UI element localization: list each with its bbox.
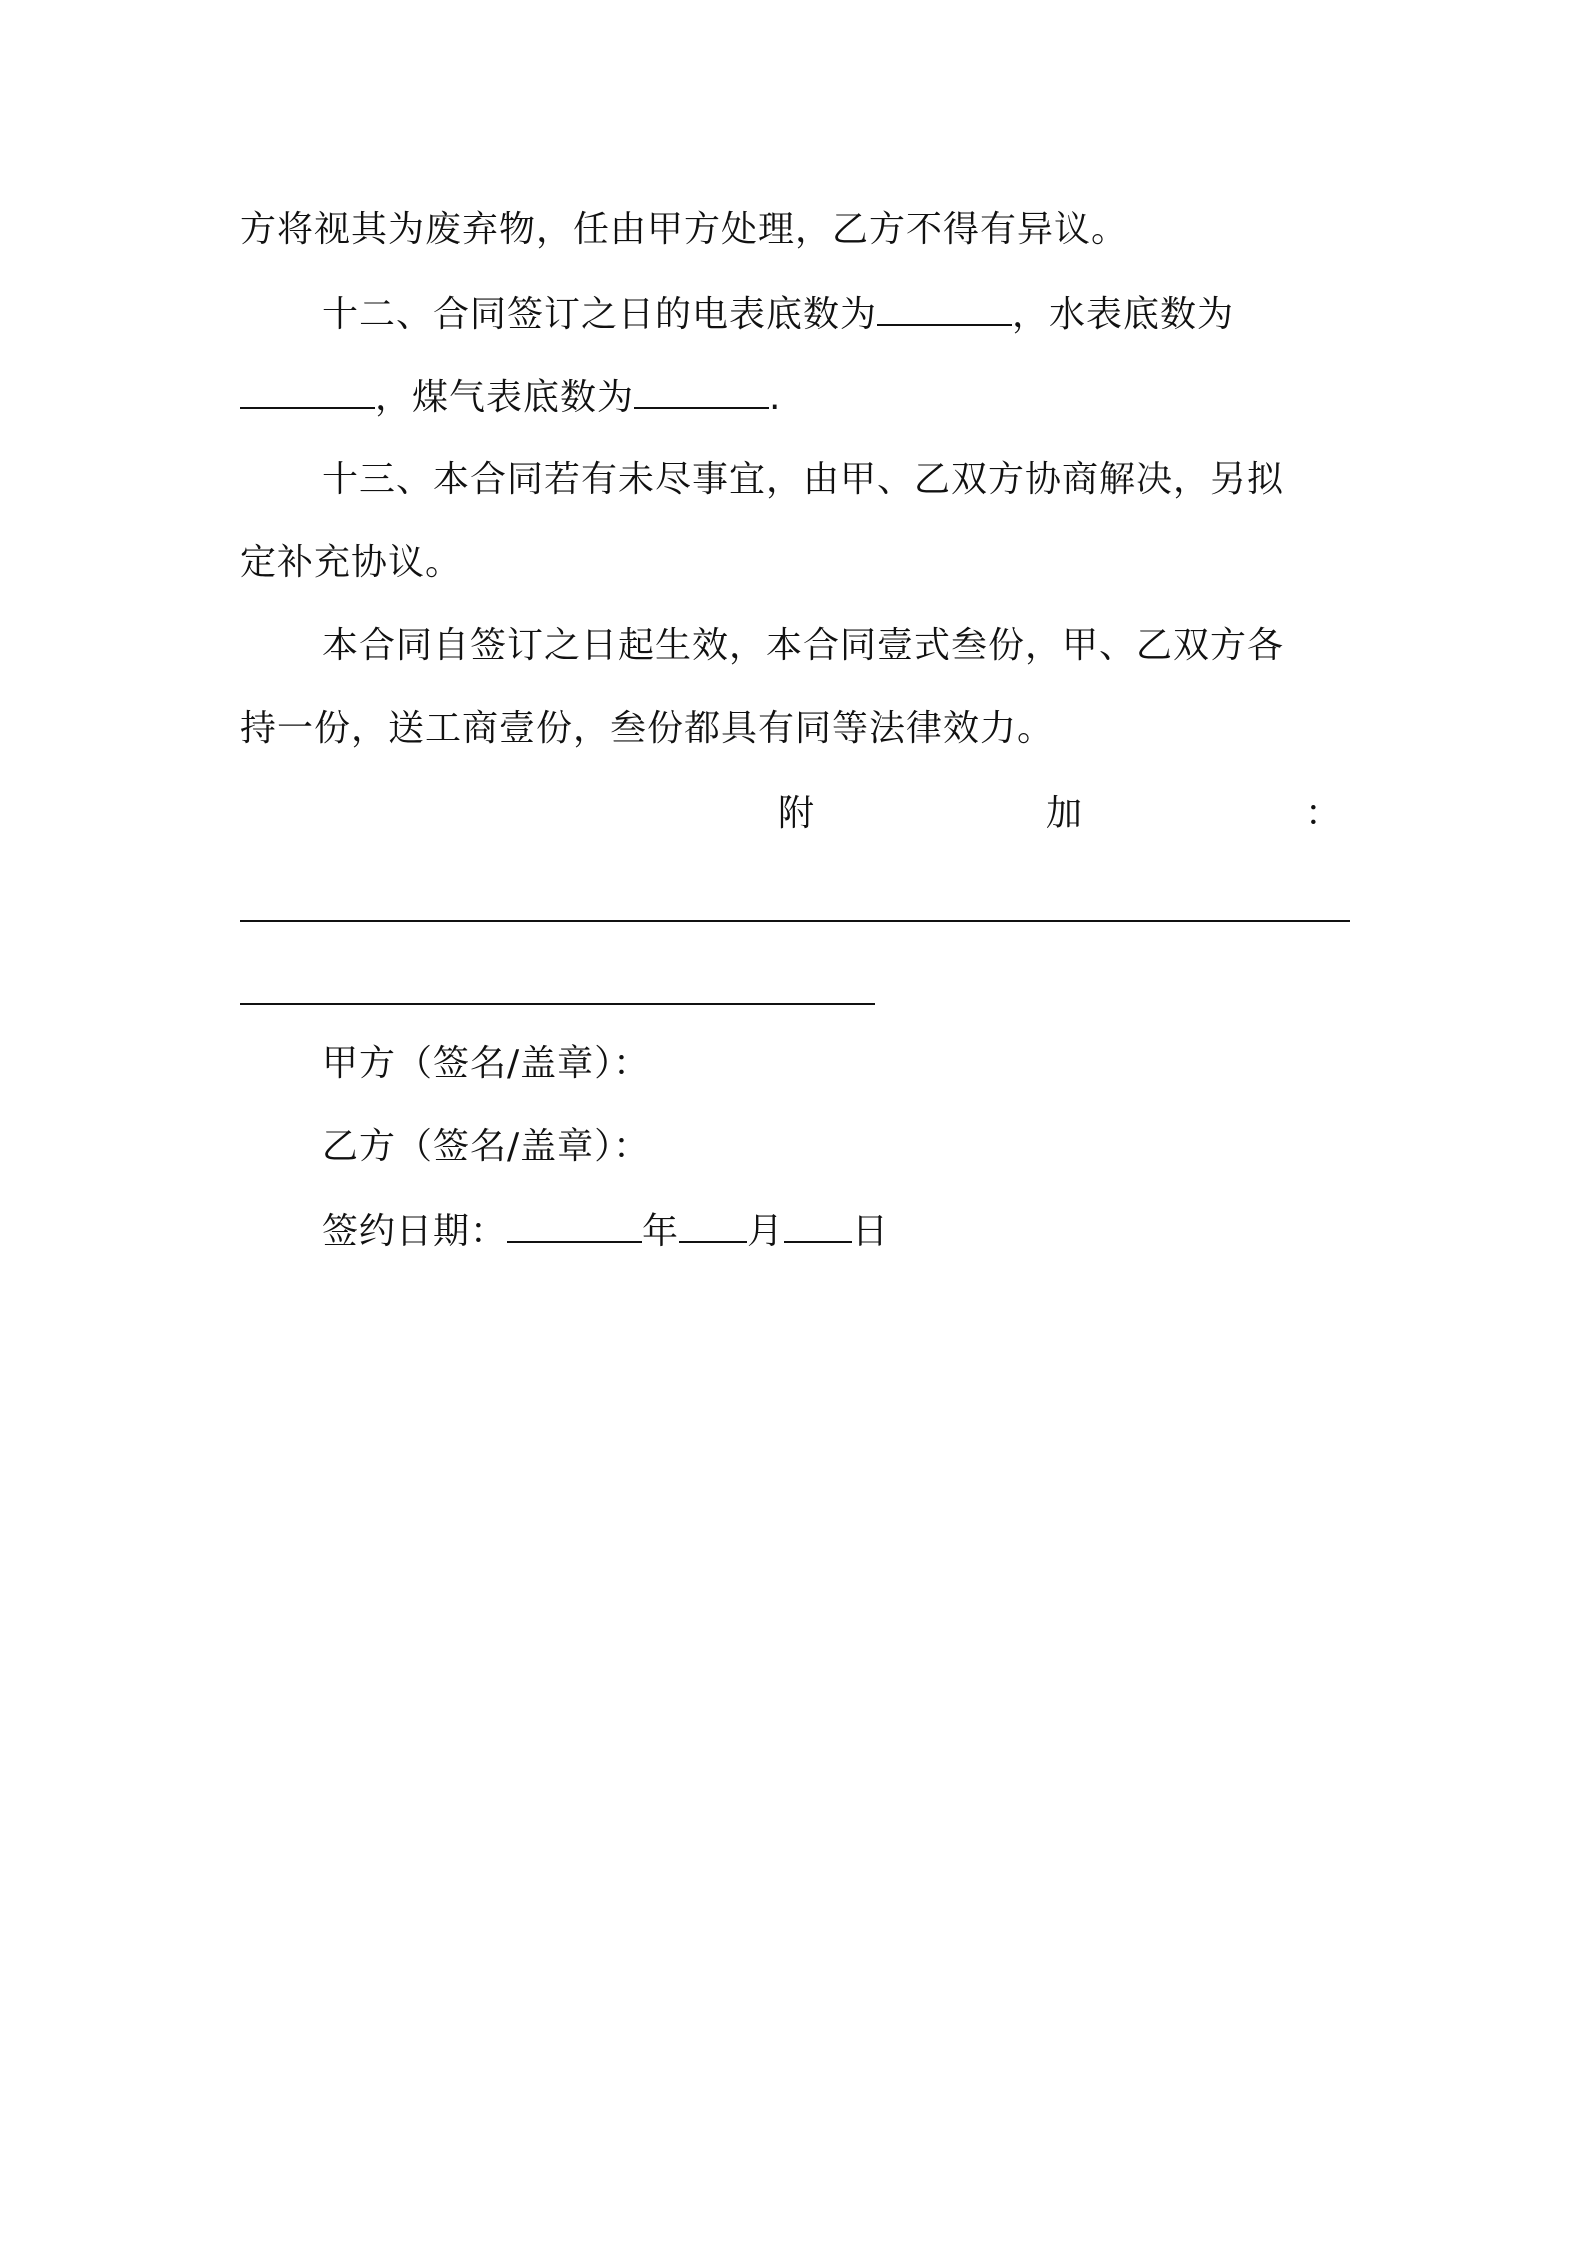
addendum-blank-line-2[interactable]: [240, 1003, 875, 1005]
water-meter-blank[interactable]: [240, 373, 375, 409]
paragraph-12-line1: [322, 290, 1234, 339]
paragraph-12-text-c: ，煤气表底数为: [375, 377, 635, 418]
electric-meter-blank[interactable]: [877, 290, 1012, 326]
addendum-blank-line-1[interactable]: [240, 920, 1350, 922]
paragraph-12-end: .: [769, 377, 782, 418]
date-label: 签约日期：: [322, 1211, 508, 1252]
paragraph-11-tail: 方将视其为废弃物，任由甲方处理，乙方不得有异议。: [240, 209, 1129, 250]
effect-clause-line2: 持一份，送工商壹份，叁份都具有同等法律效力。: [240, 708, 1055, 749]
addendum-char-2: 加: [1046, 793, 1083, 834]
paragraph-12-text-b: ，水表底数为: [1012, 294, 1235, 335]
year-label: 年: [642, 1211, 680, 1252]
party-b-signature: 乙方（签名/盖章）：: [322, 1126, 651, 1167]
month-blank[interactable]: [679, 1207, 747, 1243]
paragraph-12-text-a: 十二、合同签订之日的电表底数为: [322, 294, 878, 335]
gas-meter-blank[interactable]: [634, 373, 769, 409]
party-a-signature: 甲方（签名/盖章）：: [322, 1043, 651, 1084]
paragraph-12-line2: [240, 373, 781, 422]
paragraph-13-line1: 十三、本合同若有未尽事宜，由甲、乙双方协商解决，另拟: [322, 459, 1285, 500]
signing-date: [322, 1207, 889, 1256]
day-label: 日: [852, 1211, 890, 1252]
year-blank[interactable]: [507, 1207, 642, 1243]
month-label: 月: [747, 1211, 785, 1252]
effect-clause-line1: 本合同自签订之日起生效，本合同壹式叁份，甲、乙双方各: [322, 625, 1285, 666]
addendum-colon: ：: [1305, 793, 1342, 834]
paragraph-13-line2: 定补充协议。: [240, 542, 463, 583]
addendum-char-1: 附: [778, 793, 815, 834]
day-blank[interactable]: [784, 1207, 852, 1243]
